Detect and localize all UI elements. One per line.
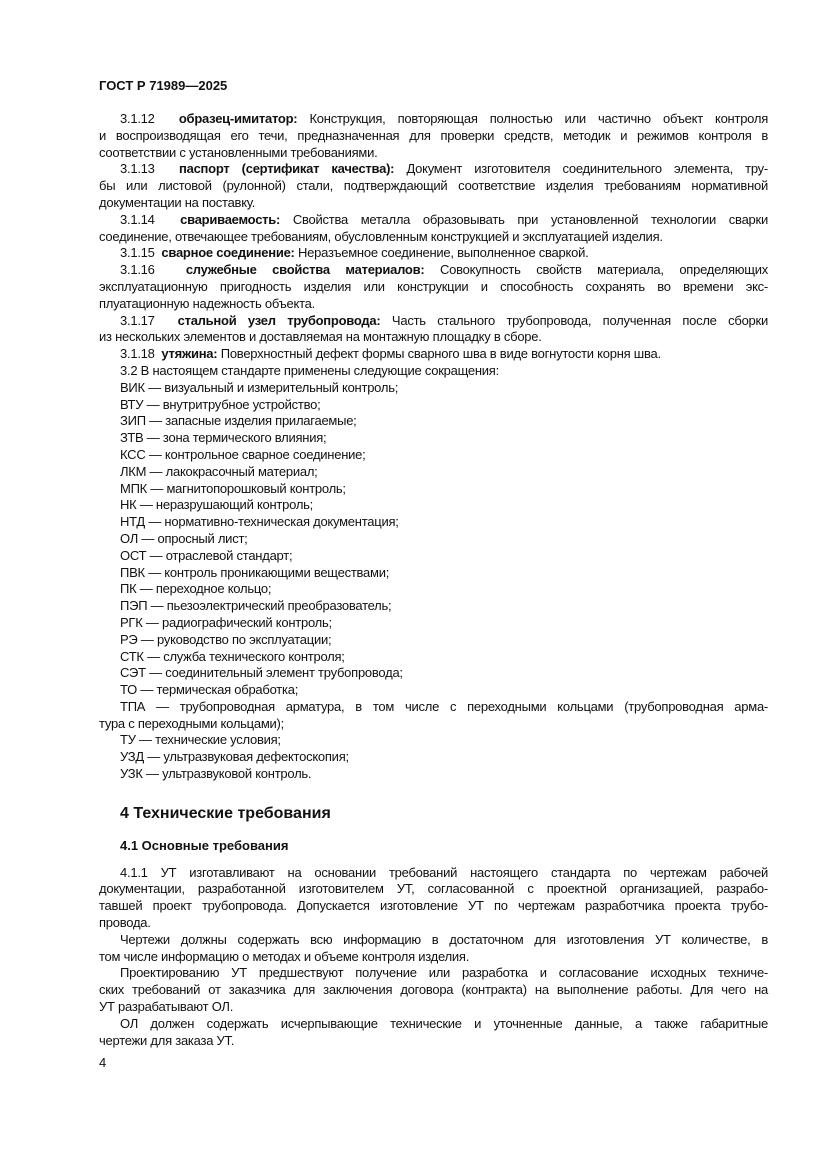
abbreviation-line: НК — неразрушающий контроль;	[120, 497, 314, 513]
abbreviation-item	[99, 413, 768, 430]
definition-text: Свойства металла образовывать при установленной технологии сварки	[292, 211, 768, 227]
abbreviation-item	[99, 565, 768, 582]
abbreviation-item	[99, 682, 768, 699]
definition-line	[99, 279, 768, 296]
definition-line	[99, 329, 768, 346]
definition-term: служебные свойства материалов:	[185, 262, 425, 278]
abbreviation-item	[99, 531, 768, 548]
paragraph-line: Проектированию УТ предшествуют получение или разработка и согласование исходных техниче-	[120, 965, 768, 981]
paragraph-line: 4.1.1 УТ изготавливают на основании требований настоящего стандарта по чертежам рабочей	[120, 864, 768, 880]
definition-line	[99, 178, 768, 195]
paragraph-line: документации, разработанной изготовителем УТ, согласованной с проектной организацией, разрабо-	[99, 881, 768, 897]
abbreviation-line: ОЛ — опросный лист;	[120, 530, 248, 546]
definition-term: утяжина:	[161, 346, 218, 362]
abbreviation-line: СТК — служба технического контроля;	[120, 648, 345, 664]
definition-item	[99, 262, 768, 312]
abbreviation-item	[99, 548, 768, 565]
paragraph-line: Чертежи должны содержать всю информацию в достаточном для изготовления УТ количестве, в	[120, 931, 768, 947]
abbreviation-item	[99, 615, 768, 632]
definition-text: Совокупность свойств материала, определяющих	[440, 262, 768, 278]
definition-line	[99, 145, 768, 162]
definitions-list	[99, 111, 768, 363]
paragraph	[99, 965, 768, 1015]
definition-item	[99, 111, 768, 161]
abbreviation-item	[99, 665, 768, 682]
definition-number: 3.1.14	[120, 211, 155, 227]
abbreviations-intro: 3.2 В настоящем стандарте применены следующие сокращения:	[120, 362, 499, 378]
definition-line	[99, 346, 768, 363]
definition-number: 3.1.15	[120, 245, 155, 261]
definition-text: эксплуатационную пригодность изделия или конструкции и способность сохранять во времени экс-	[99, 278, 768, 294]
abbreviation-line: УЗК — ультразвуковой контроль.	[120, 766, 312, 782]
paragraph-line: тавшей проект трубопровода. Допускается изготовление УТ по чертежам разработчика проекта трубо-	[99, 898, 768, 914]
abbreviation-item	[99, 464, 768, 481]
definition-text: Неразъемное соединение, выполненное сваркой.	[298, 245, 589, 261]
abbreviation-item	[99, 699, 768, 733]
abbreviation-line: УЗД — ультразвуковая дефектоскопия;	[120, 749, 349, 765]
definition-number: 3.1.18	[120, 346, 155, 362]
paragraph-line: ских требований от заказчика для заключения договора (контракта) на выполнение работы. Для чего на	[99, 982, 768, 998]
abbreviation-item	[99, 649, 768, 666]
definition-text: и воспроизводящая его течи, предназначенная для проверки средств, методик и режимов контроля в	[99, 127, 768, 143]
abbreviation-item	[99, 749, 768, 766]
abbreviation-item	[99, 766, 768, 783]
definition-number: 3.1.13	[120, 161, 155, 177]
abbreviation-line: КСС — контрольное сварное соединение;	[120, 446, 366, 462]
definition-number: 3.1.16	[120, 262, 155, 278]
definition-line	[99, 313, 768, 330]
abbreviation-item	[99, 581, 768, 598]
abbreviation-line: РЭ — руководство по эксплуатации;	[120, 631, 332, 647]
paragraph-line: чертежи для заказа УТ.	[99, 1032, 235, 1048]
definition-item	[99, 346, 768, 363]
definition-term: стальной узел трубопровода:	[177, 312, 381, 328]
definition-text: Конструкция, повторяющая полностью или частично объект контроля	[309, 111, 768, 126]
paragraph-line: провода.	[99, 915, 151, 931]
abbreviation-line: ПЭП — пьезоэлектрический преобразователь;	[120, 598, 392, 614]
abbreviation-line: ПК — переходное кольцо;	[120, 581, 272, 597]
abbreviation-line: ТУ — технические условия;	[120, 732, 281, 748]
abbreviation-item	[99, 732, 768, 749]
definition-text: Документ изготовителя соединительного элемента, тру-	[406, 161, 768, 177]
definition-text: документации на поставку.	[99, 194, 256, 210]
abbreviation-line: СЭТ — соединительный элемент трубопровода;	[120, 665, 403, 681]
abbreviation-line: ОСТ — отраслевой стандарт;	[120, 547, 293, 563]
abbreviations-list	[99, 380, 768, 783]
page-number: 4	[99, 1055, 107, 1070]
abbreviation-line: ВИК — визуальный и измерительный контроль;	[120, 379, 399, 395]
definition-item	[99, 212, 768, 246]
abbreviation-line: ЛКМ — лакокрасочный материал;	[120, 463, 318, 479]
definition-text: плуатационную надежность объекта.	[99, 295, 315, 311]
definition-text: соответствии с установленными требованиями.	[99, 144, 378, 160]
paragraph-line: УТ разрабатывают ОЛ.	[99, 999, 234, 1015]
definition-number: 3.1.17	[120, 312, 155, 328]
definition-text: из нескольких элементов и доставляемая на монтажную площадку в сборе.	[99, 329, 542, 345]
definition-term: свариваемость:	[180, 211, 281, 227]
paragraph	[99, 865, 768, 932]
definition-line	[99, 212, 768, 229]
abbreviation-line: ЗИП — запасные изделия прилагаемые;	[120, 413, 357, 429]
definition-line	[99, 229, 768, 246]
abbreviation-item	[99, 632, 768, 649]
abbreviation-line: ПВК — контроль проникающими веществами;	[120, 564, 390, 580]
definition-item	[99, 161, 768, 211]
definition-line	[99, 111, 768, 128]
document-code-header: ГОСТ Р 71989—2025	[99, 78, 228, 93]
abbreviation-item	[99, 514, 768, 531]
abbreviation-item	[99, 447, 768, 464]
definition-line	[99, 296, 768, 313]
definition-text: бы или листовой (рулонной) стали, подтверждающий соответствие изделия требованиям нормативной	[99, 178, 768, 194]
definition-text: Часть стального трубопровода, полученная после сборки	[391, 312, 768, 328]
paragraph-line: ОЛ должен содержать исчерпывающие технические и уточненные данные, а также габаритные	[120, 1015, 768, 1031]
abbreviation-item	[99, 481, 768, 498]
definition-item	[99, 313, 768, 347]
abbreviation-line: ВТУ — внутритрубное устройство;	[120, 396, 321, 412]
definition-line	[99, 245, 768, 262]
abbreviation-line: РГК — радиографический контроль;	[120, 614, 332, 630]
definition-line	[99, 262, 768, 279]
definition-line	[99, 128, 768, 145]
abbreviation-item	[99, 497, 768, 514]
abbreviation-item	[99, 380, 768, 397]
paragraph	[99, 1016, 768, 1050]
definition-term: паспорт (сертификат качества):	[178, 161, 395, 177]
abbreviation-line: тура с переходными кольцами);	[99, 715, 285, 731]
definition-term: образец-имитатор:	[178, 111, 298, 126]
definition-term: сварное соединение:	[161, 245, 295, 261]
abbreviation-line: ТО — термическая обработка;	[120, 682, 299, 698]
definition-text: соединение, отвечающее требованиям, обусловленным конструкцией и эксплуатацией изделия.	[99, 228, 663, 244]
abbreviation-item	[99, 598, 768, 615]
definition-text: Поверхностный дефект формы сварного шва в виде вогнутости корня шва.	[220, 346, 661, 362]
definition-item	[99, 245, 768, 262]
definition-number: 3.1.12	[120, 111, 155, 126]
definition-line	[99, 195, 768, 212]
abbreviation-line: МПК — магнитопорошковый контроль;	[120, 480, 346, 496]
document-body	[99, 111, 768, 1049]
definition-line	[99, 161, 768, 178]
abbreviation-line: ТПА — трубопроводная арматура, в том числе с переходными кольцами (трубопроводная арма-	[120, 698, 768, 714]
section-heading: 4 Технические требования	[120, 804, 331, 822]
paragraph-line: том числе информацию о методах и объеме контроля изделия.	[99, 948, 470, 964]
abbreviation-item	[99, 397, 768, 414]
abbreviation-item	[99, 430, 768, 447]
abbreviation-line: ЗТВ — зона термического влияния;	[120, 430, 327, 446]
subsection-heading: 4.1 Основные требования	[120, 837, 289, 853]
paragraph	[99, 932, 768, 966]
section-paragraphs	[99, 865, 768, 1050]
abbreviation-line: НТД — нормативно-техническая документация;	[120, 514, 399, 530]
